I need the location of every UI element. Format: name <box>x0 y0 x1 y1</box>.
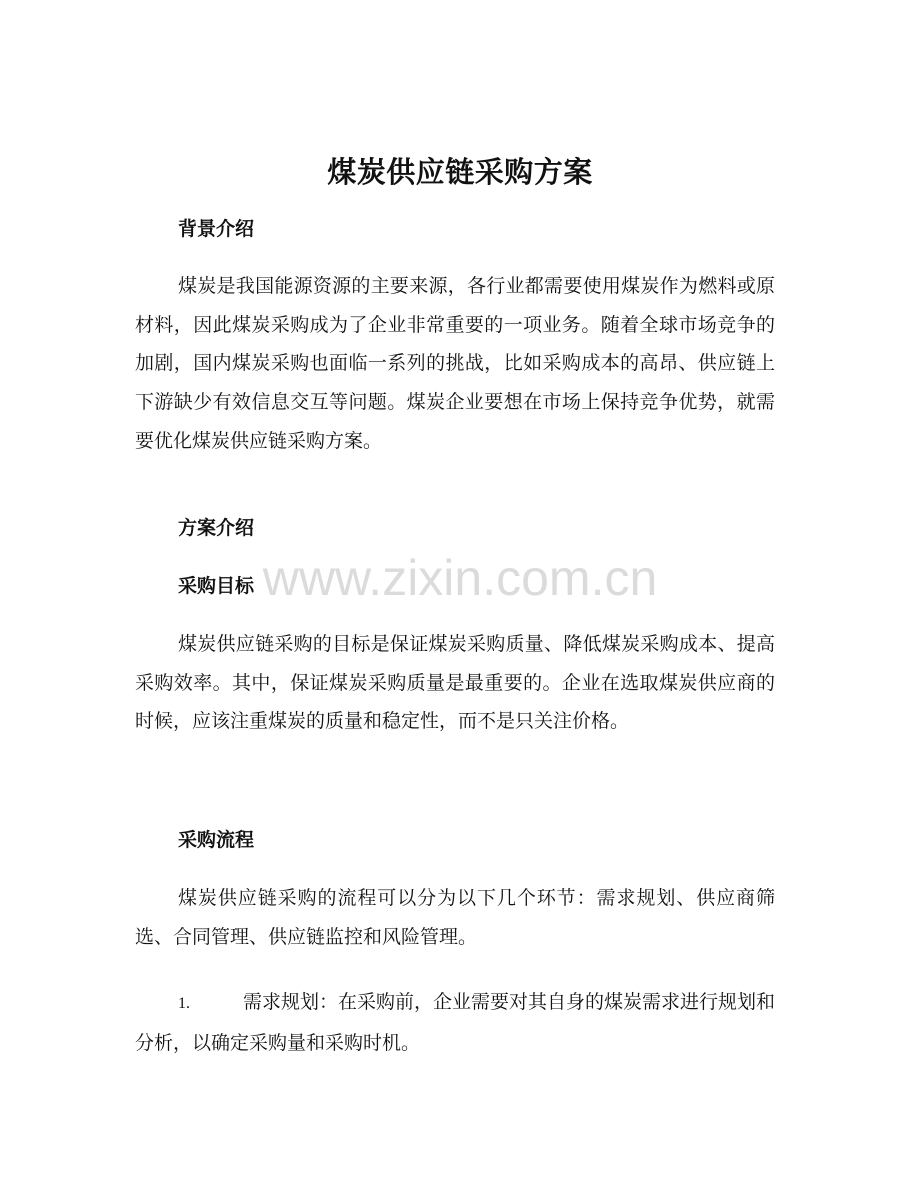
document-title: 煤炭供应链采购方案 <box>327 155 593 189</box>
section-heading-plan: 方案介绍 <box>178 517 255 539</box>
watermark: www.zixin.com.cn <box>262 550 658 606</box>
list-item-text: 需求规划：在采购前，企业需要对其自身的煤炭需求进行规划和分析，以确定采购量和采购时机。 <box>135 991 776 1054</box>
goal-paragraph: 煤炭供应链采购的目标是保证煤炭采购质量、降低煤炭采购成本、提高采购效率。其中，保证煤炭采购质量是最重要的。企业在选取煤炭供应商的时候，应该注重煤炭的质量和稳定性，而不是只关注价格。 <box>135 633 775 733</box>
background-paragraph: 煤炭是我国能源资源的主要来源，各行业都需要使用煤炭作为燃料或原材料，因此煤炭采购成为了企业非常重要的一项业务。随着全球市场竞争的加剧，国内煤炭采购也面临一系列的挑战，比如采购成本的高昂、供应链上下游缺少有效信息交互等问题。煤炭企业要想在市场上保持竞争优势，就需要优化煤炭供应链采购方案。 <box>135 275 775 452</box>
process-paragraph: 煤炭供应链采购的流程可以分为以下几个环节：需求规划、供应商筛选、合同管理、供应链监控和风险管理。 <box>135 887 775 948</box>
list-item-number: 1. <box>178 995 190 1012</box>
section-heading-goal: 采购目标 <box>178 575 255 597</box>
list-item <box>135 983 775 1062</box>
section-heading-background: 背景介绍 <box>178 218 255 240</box>
section-heading-process: 采购流程 <box>178 829 255 851</box>
